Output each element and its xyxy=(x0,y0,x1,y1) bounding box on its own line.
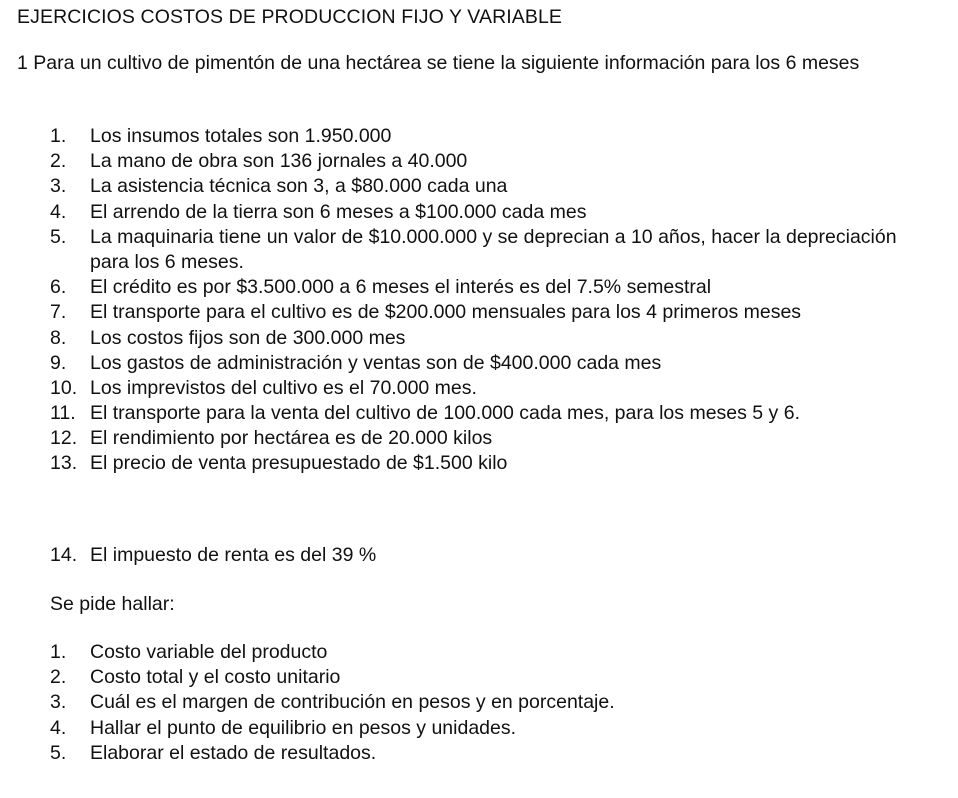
item-number: 5. xyxy=(50,741,67,764)
item-number: 6. xyxy=(50,276,67,299)
item-text: Hallar el punto de equilibrio en pesos y unidades. xyxy=(90,716,517,739)
item-text: Los gastos de administración y ventas son de $400.000 cada mes xyxy=(90,351,662,374)
item-number: 4. xyxy=(50,200,67,223)
item-text: Costo variable del producto xyxy=(90,641,328,663)
item-text: El crédito es por $3.500.000 a 6 meses el interés es del 7.5% semestral xyxy=(90,276,712,299)
item-number: 2. xyxy=(50,150,67,173)
item-text: El impuesto de renta es del 39 % xyxy=(90,544,377,566)
item-text: Cuál es el margen de contribución en pesos y en porcentaje. xyxy=(90,691,615,714)
item-text: La asistencia técnica son 3, a $80.000 cada una xyxy=(90,175,508,198)
item-number: 9. xyxy=(50,351,67,374)
item-number: 3. xyxy=(50,175,67,198)
item-number: 10. xyxy=(50,376,78,399)
item-number: 8. xyxy=(50,326,67,349)
document-title: EJERCICIOS COSTOS DE PRODUCCION FIJO Y VARIABLE xyxy=(17,6,563,28)
item-text: Los costos fijos son de 300.000 mes xyxy=(90,326,406,349)
item-number: 4. xyxy=(50,716,67,739)
item-number: 3. xyxy=(50,691,67,714)
item-text: El precio de venta presupuestado de $1.500 kilo xyxy=(90,452,508,475)
item-number: 5. xyxy=(50,225,67,248)
problem-statement: 1 Para un cultivo de pimentón de una hectárea se tiene la siguiente información para los 6 meses xyxy=(17,52,860,74)
item-text: El arrendo de la tierra son 6 meses a $100.000 cada mes xyxy=(90,200,587,223)
item-text: La mano de obra son 136 jornales a 40.000 xyxy=(90,150,468,173)
item-text: Los imprevistos del cultivo es el 70.000 mes. xyxy=(90,376,477,399)
item-number: 11. xyxy=(50,402,76,425)
item-number: 2. xyxy=(50,666,67,689)
item-text: El rendimiento por hectárea es de 20.000 kilos xyxy=(90,427,493,450)
item-number: 1. xyxy=(50,641,67,663)
section-heading: Se pide hallar: xyxy=(50,593,175,615)
item-text: Los insumos totales son 1.950.000 xyxy=(90,125,392,147)
item-number: 1. xyxy=(50,125,67,147)
item-text: Elaborar el estado de resultados. xyxy=(90,741,377,764)
item-number: 7. xyxy=(50,301,67,324)
item-text: Costo total y el costo unitario xyxy=(90,666,341,689)
item-text: El transporte para la venta del cultivo de 100.000 cada mes, para los meses 5 y 6. xyxy=(90,402,800,425)
item-number: 14. xyxy=(50,544,78,566)
item-number: 12. xyxy=(50,427,78,450)
item-text: El transporte para el cultivo es de $200.000 mensuales para los 4 primeros meses xyxy=(90,301,802,324)
item-text: La maquinaria tiene un valor de $10.000.000 y se deprecian a 10 años, hacer la depreciación para los 6 meses. xyxy=(90,225,897,273)
item-number: 13. xyxy=(50,452,78,475)
